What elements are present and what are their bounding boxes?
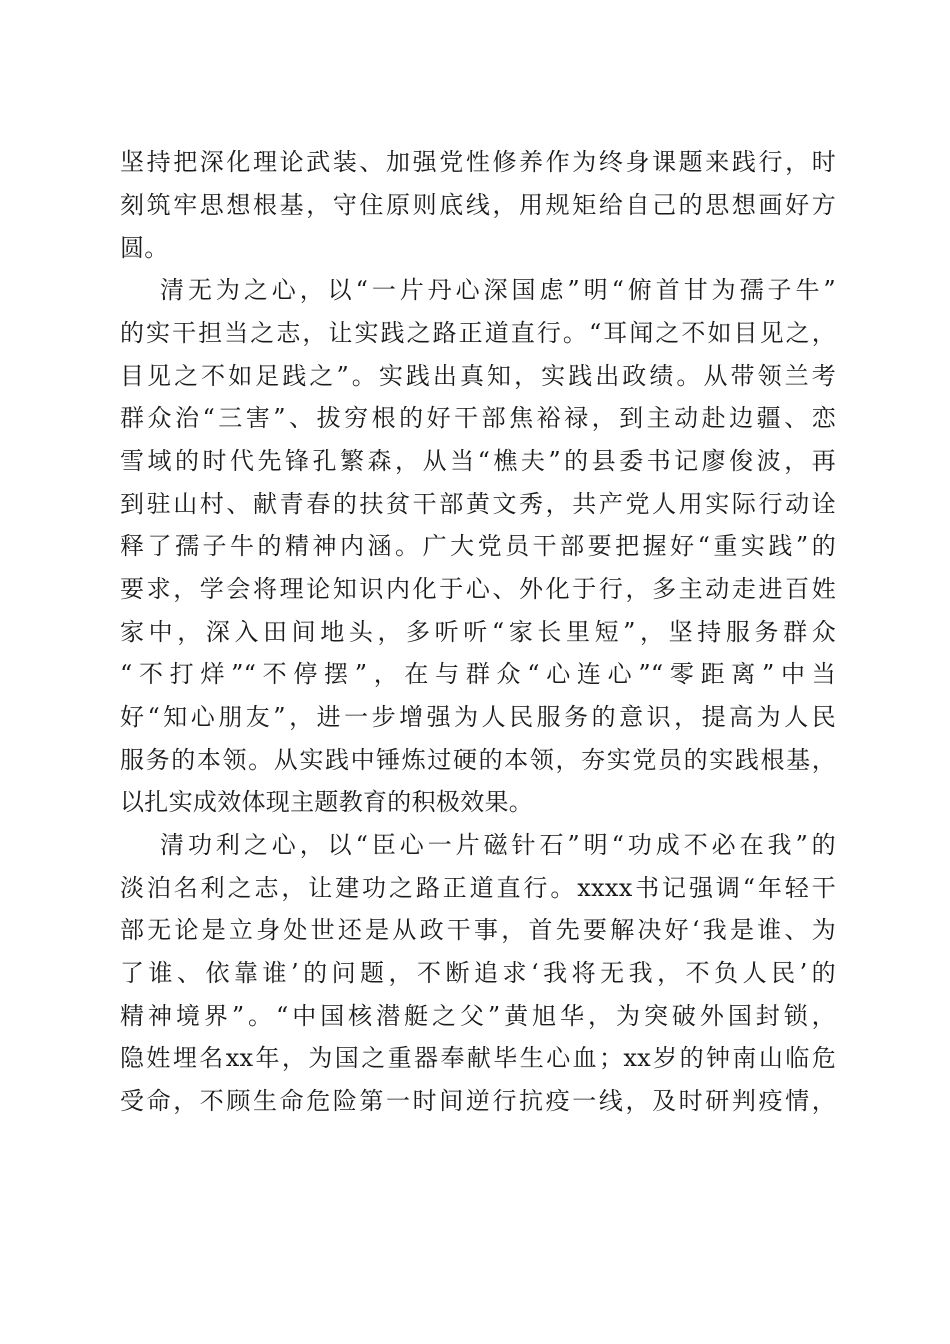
paragraph-2-line-2: 的实干担当之志，让实践之路正道直行。“耳闻之不如目见之， [120,319,836,347]
paragraph-3-line-6: 隐姓埋名xx年，为国之重器奉献毕生心血；xx岁的钟南山临危 [120,1044,836,1072]
paragraph-2-line-3: 目见之不如足践之”。实践出真知，实践出政绩。从带领兰考 [120,362,836,390]
paragraph-2-line-11: 好“知心朋友”，进一步增强为人民服务的意识，提高为人民 [120,703,836,731]
paragraph-1-line-3: 圆。 [120,234,169,262]
paragraph-3-line-2: 淡泊名利之志，让建功之路正道直行。xxxx书记强调“年轻干 [120,874,836,902]
paragraph-2-line-10: “不打烊”“不停摆”，在与群众“心连心”“零距离”中当 [120,660,836,688]
paragraph-2-line-4: 群众治“三害”、拔穷根的好干部焦裕禄，到主动赴边疆、恋 [120,404,836,432]
paragraph-2-line-6: 到驻山村、献青春的扶贫干部黄文秀，共产党人用实际行动诠 [120,490,836,518]
paragraph-3-line-1: 清功利之心，以“臣心一片磁针石”明“功成不必在我”的 [160,831,836,859]
paragraph-2-line-8: 要求，学会将理论知识内化于心、外化于行，多主动走进百姓 [120,575,836,603]
paragraph-3-line-3: 部无论是立身处世还是从政干事，首先要解决好‘我是谁、为 [120,916,836,944]
paragraph-2-line-12: 服务的本领。从实践中锤炼过硬的本领，夯实党员的实践根基， [120,746,836,774]
paragraph-2-line-13: 以扎实成效体现主题教育的积极效果。 [120,788,534,816]
paragraph-2-line-7: 释了孺子牛的精神内涵。广大党员干部要把握好“重实践”的 [120,532,836,560]
paragraph-2-line-9: 家中，深入田间地头，多听听“家长里短”，坚持服务群众 [120,618,836,646]
paragraph-1-line-1: 坚持把深化理论武装、加强党性修养作为终身课题来践行，时 [120,148,836,176]
paragraph-2-line-1: 清无为之心，以“一片丹心深国虑”明“俯首甘为孺子牛” [160,276,836,304]
paragraph-2-line-5: 雪域的时代先锋孔繁森，从当“樵夫”的县委书记廖俊波，再 [120,447,836,475]
paragraph-3-line-4: 了谁、依靠谁’的问题，不断追求‘我将无我，不负人民’的 [120,959,836,987]
paragraph-3-line-7: 受命，不顾生命危险第一时间逆行抗疫一线，及时研判疫情， [120,1087,836,1115]
paragraph-1-line-2: 刻筑牢思想根基，守住原则底线，用规矩给自己的思想画好方 [120,191,836,219]
paragraph-3-line-5: 精神境界”。“中国核潜艇之父”黄旭华，为突破外国封锁， [120,1002,836,1030]
